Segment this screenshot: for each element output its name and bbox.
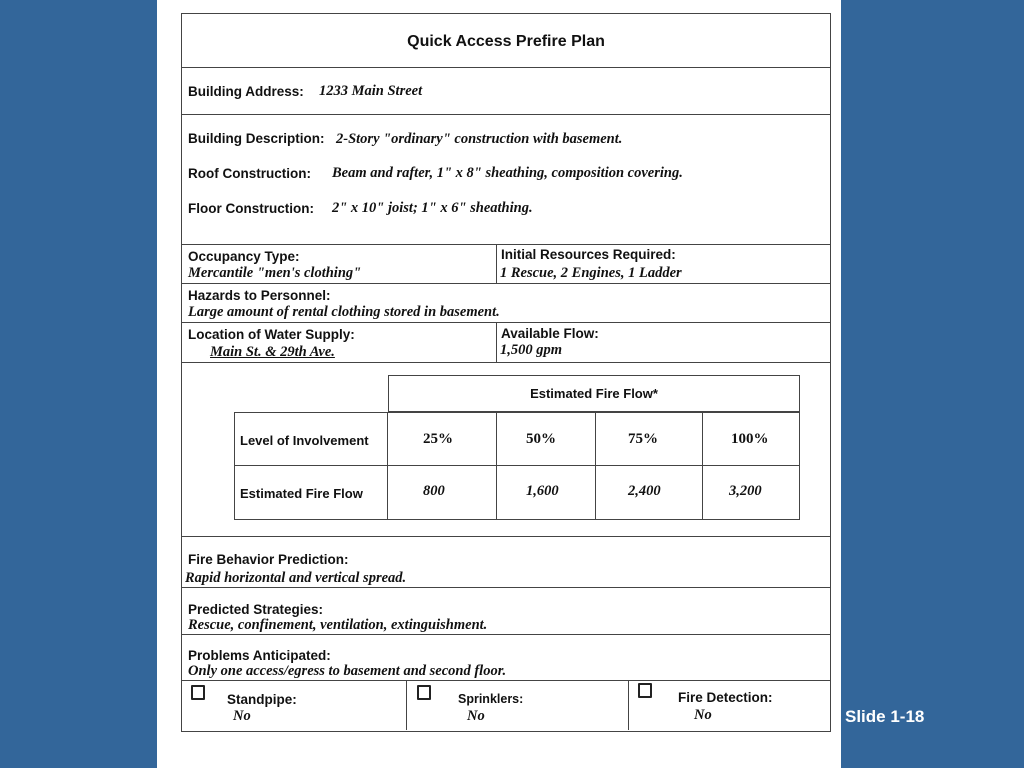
available-flow-value: 1,500 gpm: [500, 342, 563, 358]
sprinklers-label: Sprinklers:: [458, 692, 524, 706]
divider: [182, 67, 830, 68]
divider: [182, 680, 830, 681]
standpipe-checkbox[interactable]: [191, 685, 205, 700]
building-address-value: 1233 Main Street: [319, 83, 423, 99]
building-description-label: Building Description:: [188, 131, 325, 146]
fire-detection-value: No: [694, 707, 712, 723]
roof-construction-label: Roof Construction:: [188, 166, 311, 181]
hazards-label: Hazards to Personnel:: [188, 288, 331, 303]
level-cell: 100%: [731, 431, 769, 447]
table-col-divider: [595, 412, 596, 520]
floor-construction-value: 2" x 10" joist; 1" x 6" sheathing.: [332, 200, 533, 216]
fire-flow-header: Estimated Fire Flow*: [530, 386, 658, 401]
flow-cell: 1,600: [526, 483, 559, 499]
divider: [182, 587, 830, 588]
water-supply-label: Location of Water Supply:: [188, 327, 355, 342]
prefire-plan-form: [181, 13, 831, 732]
floor-construction-label: Floor Construction:: [188, 201, 314, 216]
fire-detection-checkbox[interactable]: [638, 683, 652, 698]
level-cell: 50%: [526, 431, 556, 447]
roof-construction-value: Beam and rafter, 1" x 8" sheathing, composition covering.: [332, 165, 683, 181]
level-of-involvement-label: Level of Involvement: [240, 433, 369, 448]
strategies-label: Predicted Strategies:: [188, 602, 324, 617]
building-address-label: Building Address:: [188, 84, 304, 99]
occupancy-type-label: Occupancy Type:: [188, 249, 300, 264]
table-col-divider: [387, 412, 388, 520]
divider: [182, 634, 830, 635]
table-row-divider: [234, 465, 800, 466]
fire-behavior-value: Rapid horizontal and vertical spread.: [185, 570, 407, 586]
sprinklers-value: No: [467, 708, 485, 724]
standpipe-value: No: [233, 708, 251, 724]
document-page: [157, 0, 841, 768]
building-description-value: 2-Story "ordinary" construction with basement.: [336, 131, 623, 147]
occupancy-type-value: Mercantile "men's clothing": [188, 265, 362, 281]
divider: [182, 322, 830, 323]
initial-resources-label: Initial Resources Required:: [501, 247, 676, 262]
divider: [182, 114, 830, 115]
flow-cell: 2,400: [628, 483, 661, 499]
initial-resources-value: 1 Rescue, 2 Engines, 1 Ladder: [500, 265, 682, 281]
fire-detection-label: Fire Detection:: [678, 690, 773, 705]
level-cell: 25%: [423, 431, 453, 447]
fire-flow-table: [234, 412, 800, 520]
flow-cell: 800: [423, 483, 445, 499]
available-flow-label: Available Flow:: [501, 326, 599, 341]
divider: [182, 283, 830, 284]
hazards-value: Large amount of rental clothing stored in basement.: [188, 304, 500, 320]
problems-value: Only one access/egress to basement and second floor.: [188, 663, 507, 679]
divider: [406, 680, 407, 730]
divider: [496, 244, 497, 283]
estimated-fire-flow-label: Estimated Fire Flow: [240, 486, 363, 501]
slide-number: Slide 1-18: [845, 707, 925, 726]
divider: [182, 244, 830, 245]
divider: [182, 362, 830, 363]
sprinklers-checkbox[interactable]: [417, 685, 431, 700]
water-supply-value: Main St. & 29th Ave.: [210, 344, 335, 360]
form-title: Quick Access Prefire Plan: [407, 33, 605, 50]
divider: [182, 536, 830, 537]
table-col-divider: [702, 412, 703, 520]
divider: [628, 680, 629, 730]
level-cell: 75%: [628, 431, 658, 447]
flow-cell: 3,200: [729, 483, 762, 499]
table-col-divider: [496, 412, 497, 520]
fire-behavior-label: Fire Behavior Prediction:: [188, 552, 349, 567]
divider: [496, 322, 497, 362]
problems-label: Problems Anticipated:: [188, 648, 331, 663]
strategies-value: Rescue, confinement, ventilation, extinguishment.: [188, 617, 488, 633]
standpipe-label: Standpipe:: [227, 692, 297, 707]
